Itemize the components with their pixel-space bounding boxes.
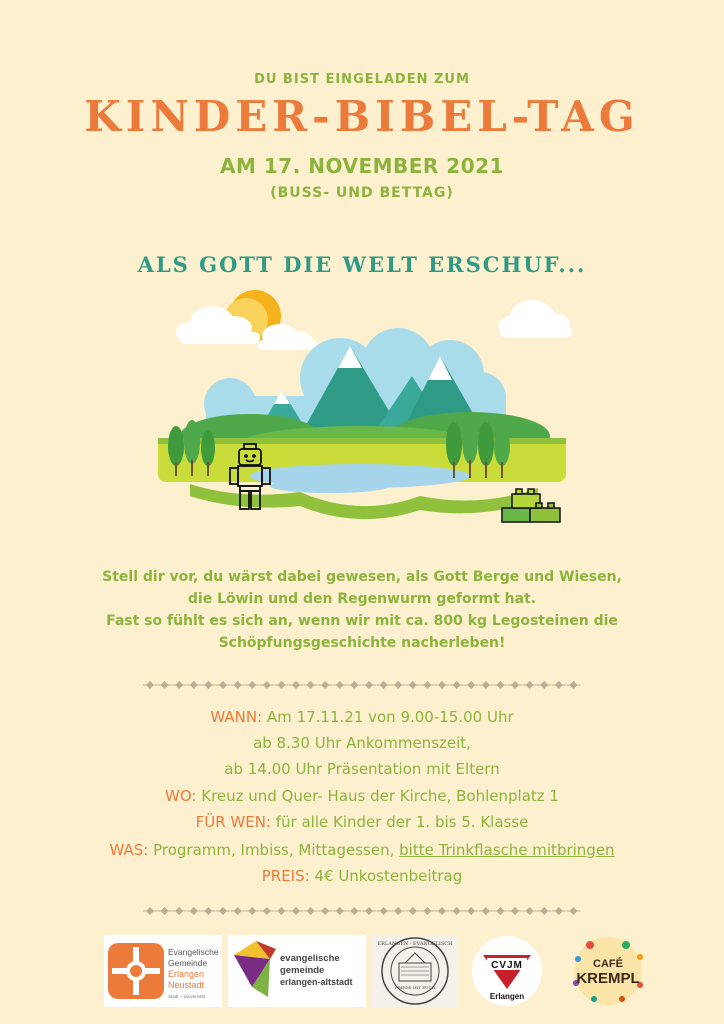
divider-ornament — [187, 907, 201, 915]
divider-ornament — [216, 681, 230, 689]
divider-ornament — [523, 681, 537, 689]
divider-ornament — [493, 681, 507, 689]
intro-text-line-3: Fast so fühlt es sich an, wenn wir mit ca. 800 kg Legosteinen die — [106, 613, 618, 629]
cloud-right-icon — [498, 300, 572, 338]
divider-ornament — [158, 907, 172, 915]
divider-ornament — [201, 681, 215, 689]
divider-ornament — [464, 907, 478, 915]
divider-ornament — [362, 681, 376, 689]
svg-text:Erlangen: Erlangen — [168, 969, 205, 979]
info-when-value: Am 17.11.21 von 9.00-15.00 Uhr — [266, 708, 514, 726]
info-for-whom-value: für alle Kinder der 1. bis 5. Klasse — [275, 813, 529, 831]
divider-ornament — [289, 681, 303, 689]
divider-ornament — [216, 907, 230, 915]
divider-ornament — [391, 681, 405, 689]
divider-ornament — [318, 681, 332, 689]
parish-seal-logo — [372, 935, 458, 1007]
info-where-value: Kreuz und Quer- Haus der Kirche, Bohlenplatz 1 — [201, 787, 559, 805]
divider-ornament — [187, 681, 201, 689]
divider-ornament — [508, 681, 522, 689]
divider-ornament — [523, 907, 537, 915]
svg-text:Erlangen: Erlangen — [489, 992, 525, 1001]
divider-ornament — [537, 907, 551, 915]
svg-text:Evangelische: Evangelische — [168, 947, 219, 957]
divider-ornament — [231, 681, 245, 689]
info-arrival-time: ab 8.30 Uhr Ankommenszeit, — [253, 734, 471, 752]
event-date: AM 17. NOVEMBER 2021 — [220, 154, 504, 178]
divider-ornament — [391, 907, 405, 915]
divider-ornament — [158, 681, 172, 689]
divider-ornament — [537, 681, 551, 689]
event-subtitle: ALS GOTT DIE WELT ERSCHUF... — [137, 252, 587, 277]
divider-ornament — [274, 907, 288, 915]
divider-ornament — [260, 907, 274, 915]
intro-text-line-4: Schöpfungsgeschichte nacherleben! — [218, 635, 506, 651]
divider-ornament — [362, 907, 376, 915]
divider-ornament — [274, 681, 288, 689]
svg-text:Neustadt: Neustadt — [168, 980, 205, 990]
divider-ornament — [318, 907, 332, 915]
divider-ornament — [552, 907, 566, 915]
divider-ornament — [479, 681, 493, 689]
cvjm-logo — [467, 935, 547, 1007]
info-price — [0, 866, 724, 886]
info-for-whom-label: FÜR WEN: — [195, 813, 271, 831]
divider-ornament — [420, 681, 434, 689]
svg-text:Stadt + Universität: Stadt + Universität — [168, 994, 205, 999]
info-presentation-time: ab 14.00 Uhr Präsentation mit Eltern — [224, 760, 500, 778]
info-for-whom — [0, 812, 724, 832]
info-price-value: 4€ Unkostenbeitrag — [314, 867, 463, 885]
info-what-label: WAS: — [109, 841, 149, 859]
divider-ornament — [420, 907, 434, 915]
divider-ornament — [566, 681, 580, 689]
divider-ornament — [493, 907, 507, 915]
svg-text:erlangen-altstadt: erlangen-altstadt — [280, 977, 353, 987]
divider-ornament — [260, 681, 274, 689]
info-where-label: WO: — [165, 787, 197, 805]
divider-ornament — [377, 681, 391, 689]
divider-ornament — [245, 681, 259, 689]
info-where — [0, 786, 724, 806]
info-when — [0, 707, 724, 727]
divider-ornament — [435, 681, 449, 689]
intro-text-line-1: Stell dir vor, du wärst dabei gewesen, als Gott Berge und Wiesen, — [102, 569, 622, 585]
divider-ornament — [289, 907, 303, 915]
divider-ornament — [406, 907, 420, 915]
svg-text:CAFÉ: CAFÉ — [593, 958, 623, 970]
svg-text:ERLANGEN · EVANGELISCH: ERLANGEN · EVANGELISCH — [377, 941, 453, 947]
divider-ornament — [450, 681, 464, 689]
divider-ornament — [377, 907, 391, 915]
divider-ornament — [143, 681, 157, 689]
info-what — [0, 840, 724, 860]
divider-ornament — [201, 907, 215, 915]
event-holiday: (BUSS- UND BETTAG) — [270, 185, 454, 201]
divider-ornament — [406, 681, 420, 689]
svg-text:Gemeinde: Gemeinde — [168, 958, 208, 968]
divider-ornament — [347, 681, 361, 689]
ornamental-divider — [143, 905, 581, 917]
info-what-value: Programm, Imbiss, Mittagessen, — [153, 841, 395, 859]
divider-ornament — [304, 681, 318, 689]
divider-ornament — [508, 907, 522, 915]
divider-ornament — [172, 681, 186, 689]
event-title: KINDER-BIBEL-TAG — [84, 92, 640, 141]
svg-text:FRIEDE MIT EUCH: FRIEDE MIT EUCH — [394, 985, 436, 990]
info-price-label: PREIS: — [261, 867, 310, 885]
landscape-illustration — [150, 286, 574, 536]
divider-ornament — [333, 681, 347, 689]
water-bottle-link[interactable]: bitte Trinkflasche mitbringen — [399, 841, 615, 859]
cafe-krempl-logo — [560, 935, 656, 1007]
divider-ornament — [347, 907, 361, 915]
divider-ornament — [333, 907, 347, 915]
divider-ornament — [143, 907, 157, 915]
intro-text-line-2: die Löwin und den Regenwurm geformt hat. — [187, 591, 537, 607]
divider-ornament — [245, 907, 259, 915]
altstadt-parish-logo — [228, 935, 366, 1007]
ornamental-divider — [143, 679, 581, 691]
divider-ornament — [231, 907, 245, 915]
cloud-center-icon — [258, 324, 318, 350]
divider-ornament — [566, 907, 580, 915]
divider-ornament — [450, 907, 464, 915]
divider-ornament — [464, 681, 478, 689]
info-when-label: WANN: — [210, 708, 263, 726]
svg-text:evangelische: evangelische — [280, 953, 340, 964]
svg-text:gemeinde: gemeinde — [280, 965, 325, 976]
svg-text:KREMPL: KREMPL — [576, 970, 640, 987]
divider-ornament — [304, 907, 318, 915]
neustadt-parish-logo — [104, 935, 222, 1007]
divider-ornament — [552, 681, 566, 689]
svg-text:CVJM: CVJM — [491, 960, 523, 971]
invitation-line: DU BIST EINGELADEN ZUM — [254, 72, 470, 87]
divider-ornament — [479, 907, 493, 915]
divider-ornament — [172, 907, 186, 915]
divider-ornament — [435, 907, 449, 915]
